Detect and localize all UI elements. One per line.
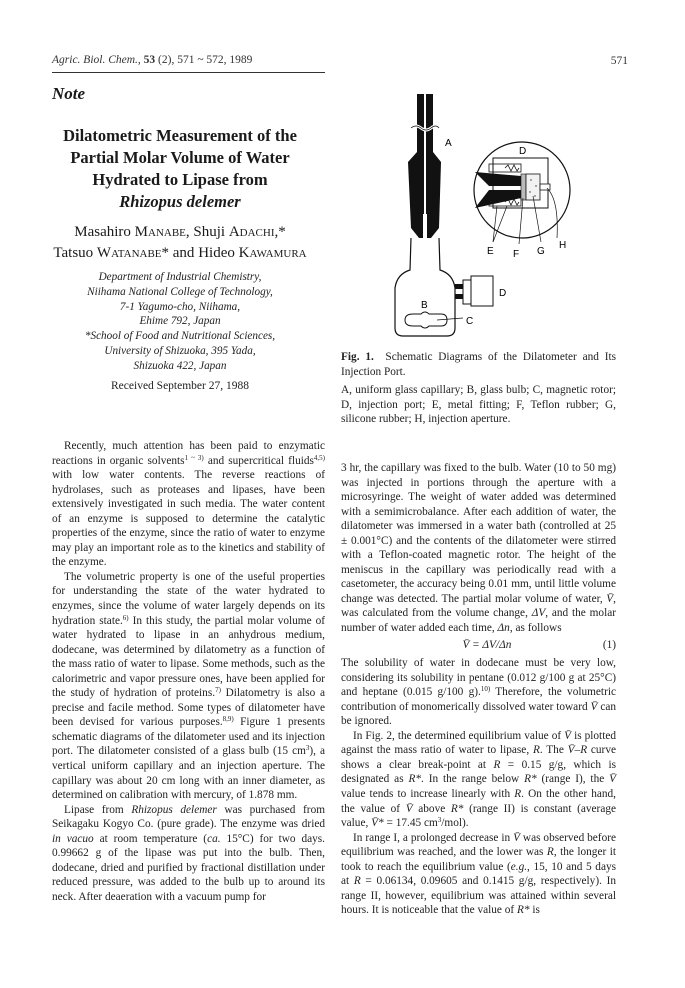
citation: 8,9) [222, 715, 234, 724]
affiliation-line: Ehime 792, Japan [139, 315, 221, 328]
affiliation-line: 7-1 Yagumo-cho, Niihama, [119, 300, 241, 313]
paragraph: Recently, much attention has been paid to enzymatic reactions in organic solvents$^{1 \sim 3)}$ and supercritical fluids$^{4,5)}$ with low water contents. The reverse reactions of hydrolases, such as proteases and lipases, have been extensively investigated in such media. The water content of an enzyme is supposed to determine the catalytic properties of the enzyme, since the ratio of water to enzyme may play an important role as to the kinetics and stability of the enzyme. [52, 440, 325, 569]
author-joiner: and [172, 245, 195, 261]
citation: 1 ~ 3) [184, 453, 204, 462]
paragraph: The solubility of water in dodecane must be very low, considering its solubility in pentane (0.012 g/100 g at 25°C) and heptane (0.015 g/100 g).$^{10)}$ Therefore, the volumetric contribution of monomerically dissolved water toward V̄ can be ignored. [341, 657, 616, 728]
citation: 6) [122, 613, 129, 622]
author-family: Manabe [134, 224, 186, 240]
dilatometer-diagram-icon [341, 88, 621, 340]
author-given: Tatsuo [53, 245, 94, 261]
citation: 4,5) [313, 453, 325, 462]
label-C: C [466, 316, 474, 327]
paragraph: In range I, a prolonged decrease in V̄ was observed before equilibrium was reached, and the lower was R, the longer it took to reach the equilibrium value (e.g., 15, 10 and 5 days at R = 0.06134, 0.09605 and 0.1415 g/g, respectively). In range II, however, equilibrium was attained within several hours. It is noticeable that the value of R* is [341, 831, 617, 917]
author-family: Kawamura [238, 245, 307, 261]
figure-number: Fig. 1. [341, 351, 374, 363]
label-D: D [519, 146, 527, 157]
journal-volume: 53 [143, 54, 156, 66]
page-number: 571 [610, 55, 628, 67]
paragraph: In Fig. 2, the determined equilibrium value of V̄ is plotted against the mass ratio of water to lipase, R. The V̄–R curve shows a clear break-point at R = 0.15 g/g, which is designated as R*. In the range below R* (range I), the V̄ value tends to increase linearly with R. On the other hand, the value of V̄ above R* (range II) is constant (average value, V̄* = 17.45 $cm^3/mol$). [341, 729, 617, 830]
running-header [52, 54, 652, 66]
label-D-port: D [499, 288, 507, 299]
label-G: G [537, 246, 545, 257]
label-E: E [487, 246, 494, 257]
author-given: Shuji [193, 224, 226, 240]
affiliations [20, 270, 340, 374]
label-F: F [513, 249, 520, 260]
title-line: Dilatometric Measurement of the [63, 126, 297, 145]
article-title [40, 125, 320, 213]
author-family: Watanabe [96, 245, 162, 261]
affiliation-line: Niihama National College of Technology, [87, 285, 273, 298]
affiliation-line: Shizuoka 422, Japan [133, 359, 227, 372]
received-date: Received September 27, 1988 [111, 380, 249, 392]
header-rule [52, 72, 325, 73]
label-B: B [421, 300, 428, 311]
body-column-left [52, 439, 325, 905]
paragraph: The volumetric property is one of the useful properties for understanding the state of the water hydrated to enzymes, since the volume of water largely depends on its hydration state.$^{6)}$ In this study, the partial molar volume of water hydrated to lipase in an anhydrous medium, dodecane, was determined by dilatometry as a function of the mass ratio of water to lipase. Some methods, such as the calorimetric and vapor pressure ones, have been applied for the study of hydration of proteins.$^{7)}$ Dilatometry is also a precise and facile method. Some types of dilatometer have been devised for various purposes.$^{8,9)}$ Figure 1 presents schematic diagrams of the dilatometer used and its injection port. The dilatometer consisted of a glass bulb (15 $cm^3$), a vertical uniform capillary and an injection aperture. The capillary was about 20 cm long with an inner diameter, as determined on calibration with mercury, of 1.878 mm. [52, 570, 325, 802]
journal-issue-pages: (2), 571 ~ 572, 1989 [158, 54, 253, 66]
paragraph: Lipase from Rhizopus delemer was purchased from Seikagaku Kogyo Co. (pure grade). The enzyme was dried in vacuo at room temperature (ca. 15°C) for two days. 0.99662 g of the lipase was put into the bulb. Then, dodecane, dried and purified by fractional distillation under reduced pressure, was added to the bulb up to around its neck. After deaeration with a vacuum pump for [52, 803, 326, 903]
author-list: Masahiro Manabe, Shuji Adachi,* Tatsuo Watanabe* and Hideo Kawamura [53, 224, 307, 261]
body-column-right [341, 461, 616, 918]
figure-caption [341, 350, 616, 427]
equation-body: V̄ = ΔV/Δn [462, 638, 512, 651]
title-species: Rhizopus delemer [119, 192, 241, 211]
affiliation-line: University of Shizuoka, 395 Yada, [104, 344, 256, 357]
author-family: Adachi [228, 224, 275, 240]
author-given: Masahiro [74, 224, 131, 240]
equation-1 [341, 636, 616, 657]
figure-legend: A, uniform glass capillary; B, glass bulb; C, magnetic rotor; D, injection port; E, metal fitting; F, Teflon rubber; G, silicone rubber; H, injection aperture. [341, 384, 616, 425]
title-line: Hydrated to Lipase from [92, 170, 268, 189]
figure-title: Schematic Diagrams of the Dilatometer and Its Injection Port. [341, 351, 616, 378]
citation: 10) [480, 685, 491, 694]
article-type-label: Note [52, 84, 86, 103]
figure-dilatometer [341, 88, 621, 340]
equation-number: (1) [602, 638, 616, 651]
title-line: Partial Molar Volume of Water [70, 148, 290, 167]
label-H: H [559, 240, 567, 251]
paragraph: 3 hr, the capillary was fixed to the bulb. Water (10 to 50 mg) was injected in portions through the aperture with a microsyringe. The weight of water added was determined with a semimicrobalance. After each addition of water, the dilatometer was immersed in a water bath (controlled at 25 ± 0.001°C) and the contents of the dilatometer were stirred with a Teflon-coated magnetic rotor. The height of the meniscus in the capillary was periodically read with a casetometer, the accuracy being 0.01 mm, until little volume change was detected. The partial molar volume of water, V̄, was calculated from the volume change, ΔV, and the molar number of water added each time, Δn, as follows [341, 462, 616, 635]
affiliation-line: Department of Industrial Chemistry, [98, 271, 262, 283]
journal-name: Agric. Biol. Chem., [52, 54, 141, 66]
author-given: Hideo [198, 245, 235, 261]
citation: 7) [215, 686, 221, 695]
label-A: A [445, 138, 452, 149]
affiliation-line: *School of Food and Nutritional Sciences, [84, 330, 276, 343]
